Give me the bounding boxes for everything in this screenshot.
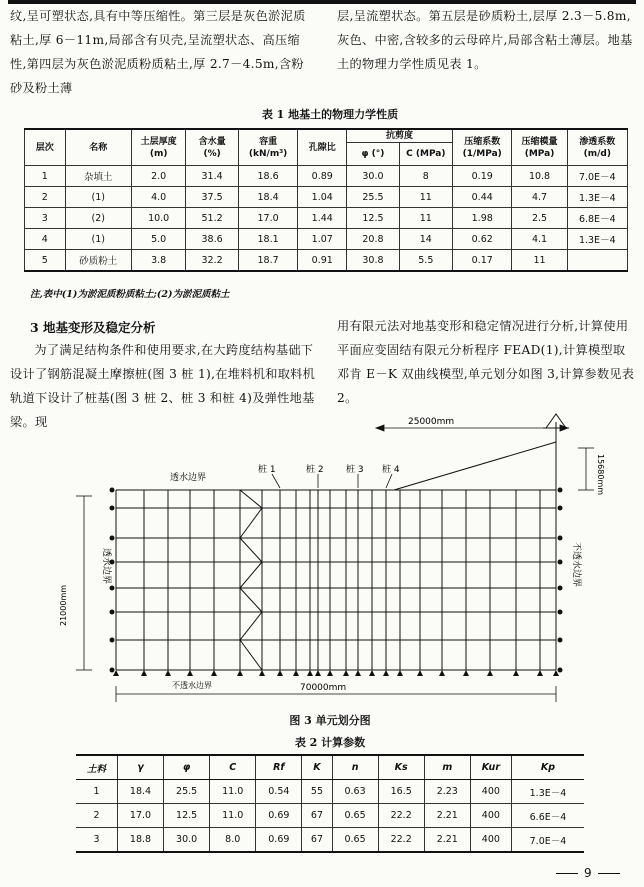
cell <box>567 250 627 272</box>
cell: 30.8 <box>347 250 400 272</box>
mesh-diagonal-line <box>240 538 262 562</box>
cell: 0.44 <box>452 187 512 208</box>
cell: 0.54 <box>256 780 302 804</box>
table-row <box>25 229 628 250</box>
cell: 18.6 <box>238 166 297 187</box>
cell: 16.5 <box>378 780 424 804</box>
table-row <box>25 208 628 229</box>
label-undrain-bottom: 不透水边界 <box>172 681 212 690</box>
mesh-diagonal-line <box>240 508 262 538</box>
t2-header: 土料 <box>76 755 117 780</box>
cell: 1.04 <box>298 187 347 208</box>
dim-left-label: 21000mm <box>59 584 68 626</box>
dim-right-line <box>578 448 594 490</box>
header-layer: 层次 <box>25 129 66 166</box>
cell: 4.0 <box>131 187 185 208</box>
cell: 10.8 <box>512 166 567 187</box>
support-roller <box>110 586 115 591</box>
support-triangle <box>439 670 445 676</box>
cell: 0.65 <box>332 804 378 828</box>
table1-soil-properties <box>24 128 628 272</box>
label-drain-left: 透水边界 <box>101 548 111 585</box>
dim-right-label: 15680mm <box>596 454 605 496</box>
mesh-diagonal-line <box>240 562 262 588</box>
cell: 2.23 <box>424 780 470 804</box>
pile-2-label: 桩 2 <box>306 465 324 475</box>
support-triangle <box>537 670 543 676</box>
pile-4-label: 桩 4 <box>382 465 400 475</box>
t2-header: Rf <box>256 755 302 780</box>
cell: 20.8 <box>347 229 400 250</box>
support-triangle <box>397 670 403 676</box>
cell: 4 <box>25 229 66 250</box>
table-row <box>76 828 584 853</box>
cell: 400 <box>470 804 511 828</box>
cell: 0.62 <box>452 229 512 250</box>
cell: 18.7 <box>238 250 297 272</box>
support-triangle <box>327 670 333 676</box>
cell: 55 <box>302 780 332 804</box>
cell: 14 <box>399 229 452 250</box>
header-water: 含水量 (%) <box>186 129 239 166</box>
cell: 砂质粉土 <box>65 250 131 272</box>
cell: 4.1 <box>512 229 567 250</box>
cell: 32.2 <box>186 250 239 272</box>
cell: 18.8 <box>117 828 163 853</box>
cell: 11 <box>399 187 452 208</box>
table1-note: 注,表中(1)为淤泥质粉质粘土;(2)为淤泥质粘土 <box>30 289 230 300</box>
cell: 3 <box>25 208 66 229</box>
support-triangle <box>187 670 193 676</box>
support-roller <box>110 668 115 673</box>
pile-leaders <box>272 474 392 488</box>
support-triangle <box>307 670 313 676</box>
cell: 2.0 <box>131 166 185 187</box>
left-column-paragraph-mid: 为了满足结构条件和使用要求,在大跨度结构基础下设计了钢筋混凝土摩擦桩(图 3 桩 1),在堆料机和取料机轨道下设计了桩基(图 3 桩 2、桩 3 和桩 4)及弹性地基梁。现 <box>10 343 316 429</box>
table-row <box>25 166 628 187</box>
support-triangle <box>355 670 361 676</box>
cell: 37.5 <box>186 187 239 208</box>
cell: 1.3E－4 <box>511 780 584 804</box>
cell: 11 <box>399 208 452 229</box>
table1-caption: 表 1 地基土的物理力学性质 <box>261 108 399 121</box>
cell: 0.17 <box>452 250 512 272</box>
section-title: 3 地基变形及稳定分析 <box>30 320 156 335</box>
support-triangle <box>343 670 349 676</box>
t2-header: γ <box>117 755 163 780</box>
header-density: 容重 (kN/m³) <box>238 129 297 166</box>
header-name: 名称 <box>65 129 131 166</box>
cell: 18.1 <box>238 229 297 250</box>
header-void: 孔隙比 <box>298 129 347 166</box>
cell: 1.3E－4 <box>567 229 627 250</box>
cell: 30.0 <box>164 828 210 853</box>
support-roller <box>558 610 563 615</box>
cell: 67 <box>302 804 332 828</box>
table-row <box>25 187 628 208</box>
header-compress-mod: 压缩模量 (MPa) <box>512 129 567 166</box>
t2-header: φ <box>164 755 210 780</box>
cell: 12.5 <box>164 804 210 828</box>
support-roller <box>558 506 563 511</box>
table-row <box>25 250 628 272</box>
support-triangle <box>369 670 375 676</box>
support-triangle <box>277 670 283 676</box>
cell: 4.7 <box>512 187 567 208</box>
cell: 8.0 <box>210 828 256 853</box>
cell: (1) <box>65 229 131 250</box>
t2-header: m <box>424 755 470 780</box>
cell: 17.0 <box>117 804 163 828</box>
cell: 0.63 <box>332 780 378 804</box>
support-triangle <box>513 670 519 676</box>
support-roller <box>110 610 115 615</box>
table2-caption: 表 2 计算参数 <box>294 736 366 749</box>
header-compress-coef: 压缩系数 (1/MPa) <box>452 129 512 166</box>
cell: 22.2 <box>378 828 424 853</box>
cell: 22.2 <box>378 804 424 828</box>
cell: 51.2 <box>186 208 239 229</box>
table2-parameters <box>76 754 584 853</box>
pile-3-label: 桩 3 <box>346 465 364 475</box>
cell: 12.5 <box>347 208 400 229</box>
table-row <box>76 780 584 804</box>
support-triangle <box>315 670 321 676</box>
support-roller <box>110 506 115 511</box>
dim-bottom-label: 70000mm <box>300 683 347 693</box>
dim-left-line <box>76 496 92 670</box>
t2-header: K <box>302 755 332 780</box>
cell: 3 <box>76 828 117 853</box>
cell: 25.5 <box>347 187 400 208</box>
cell: 7.0E－4 <box>511 828 584 853</box>
cell: 5.5 <box>399 250 452 272</box>
cell: 7.0E－4 <box>567 166 627 187</box>
cell: 38.6 <box>186 229 239 250</box>
cell: 1.3E－4 <box>567 187 627 208</box>
cell: 6.6E－4 <box>511 804 584 828</box>
cell: (1) <box>65 187 131 208</box>
cell: 8 <box>399 166 452 187</box>
support-roller <box>558 638 563 643</box>
cell: 0.89 <box>298 166 347 187</box>
mesh-grid <box>116 490 556 670</box>
pile-1-label: 桩 1 <box>258 465 276 475</box>
mesh-diagonal-line <box>240 490 262 508</box>
label-drain-top: 透水边界 <box>170 473 207 483</box>
support-triangle <box>141 670 147 676</box>
support-triangle <box>383 670 389 676</box>
cell: 67 <box>302 828 332 853</box>
support-roller <box>558 586 563 591</box>
mesh-diagonal-line <box>240 640 262 670</box>
header-thickness: 土层厚度 (m) <box>131 129 185 166</box>
page-number: 9 <box>556 866 620 880</box>
support-triangle <box>293 670 299 676</box>
cell: 2.5 <box>512 208 567 229</box>
support-triangle <box>417 670 423 676</box>
t2-header: Kur <box>470 755 511 780</box>
cell: 17.0 <box>238 208 297 229</box>
cell: 30.0 <box>347 166 400 187</box>
figure3-mesh-diagram <box>0 408 644 708</box>
cell: 10.0 <box>131 208 185 229</box>
support-roller <box>558 668 563 673</box>
support-triangle <box>237 670 243 676</box>
support-roller <box>110 488 115 493</box>
cell: 2.21 <box>424 804 470 828</box>
cell: 18.4 <box>117 780 163 804</box>
support-triangle <box>463 670 469 676</box>
table-row <box>76 804 584 828</box>
left-column-paragraph-top: 纹,呈可塑状态,具有中等压缩性。第三层是灰色淤泥质粘土,厚 6－11m,局部含有贝壳,呈流塑状态、高压缩性,第四层为灰色淤泥质粉质粘土,厚 2.7－4.5m,含粉砂及粉土薄 <box>10 9 306 95</box>
support-roller <box>558 560 563 565</box>
cell: 18.4 <box>238 187 297 208</box>
support-triangle <box>487 670 493 676</box>
support-roller <box>558 488 563 493</box>
support-triangle <box>165 670 171 676</box>
cell: 1.44 <box>298 208 347 229</box>
cell: 0.65 <box>332 828 378 853</box>
cell: 0.91 <box>298 250 347 272</box>
cell: 杂填土 <box>65 166 131 187</box>
header-perm: 渗透系数 (m/d) <box>567 129 627 166</box>
cell: 11.0 <box>210 780 256 804</box>
label-undrain-right: 不透水边界 <box>571 542 581 588</box>
cell: 400 <box>470 780 511 804</box>
support-roller <box>110 638 115 643</box>
mesh-diagonal-line <box>240 612 262 640</box>
cell: 400 <box>470 828 511 853</box>
right-column-paragraph-top: 层,呈流塑状态。第五层是砂质粉土,层厚 2.3－5.8m,灰色、中密,含较多的云母碎片,局部含粘土薄层。地基土的物理力学性质见表 1。 <box>337 9 633 71</box>
cell: (2) <box>65 208 131 229</box>
cell: 5.0 <box>131 229 185 250</box>
support-roller <box>558 536 563 541</box>
t2-header: Ks <box>378 755 424 780</box>
support-triangle <box>259 670 265 676</box>
cell: 31.4 <box>186 166 239 187</box>
mesh-supports <box>110 488 563 677</box>
cell: 2.21 <box>424 828 470 853</box>
dim-top-label: 25000mm <box>408 417 455 427</box>
cell: 0.69 <box>256 828 302 853</box>
cell: 11.0 <box>210 804 256 828</box>
cell: 1 <box>76 780 117 804</box>
figure3-caption: 图 3 单元划分图 <box>289 714 371 727</box>
cell: 11 <box>512 250 567 272</box>
mesh-diagonal-line <box>240 588 262 612</box>
cell: 1.07 <box>298 229 347 250</box>
header-shear: 抗剪度 <box>347 129 453 143</box>
cell: 0.19 <box>452 166 512 187</box>
right-column-paragraph-mid: 用有限元法对地基变形和稳定情况进行分析,计算使用平面应变固结有限元分析程序 FEAD(1),计算模型取邓肯 E－K 双曲线模型,单元划分如图 3,计算参数见表 2。 <box>337 319 635 405</box>
support-roller <box>110 536 115 541</box>
cell: 6.8E－4 <box>567 208 627 229</box>
dim-top-line <box>376 425 568 431</box>
cell: 1 <box>25 166 66 187</box>
cell: 3.8 <box>131 250 185 272</box>
cell: 1.98 <box>452 208 512 229</box>
t2-header: n <box>332 755 378 780</box>
header-phi: φ (°) <box>347 143 400 166</box>
t2-header: Kp <box>511 755 584 780</box>
cell: 25.5 <box>164 780 210 804</box>
cell: 2 <box>76 804 117 828</box>
t2-header: C <box>210 755 256 780</box>
header-c: C (MPa) <box>399 143 452 166</box>
cell: 2 <box>25 187 66 208</box>
cell: 0.69 <box>256 804 302 828</box>
support-triangle <box>211 670 217 676</box>
cell: 5 <box>25 250 66 272</box>
